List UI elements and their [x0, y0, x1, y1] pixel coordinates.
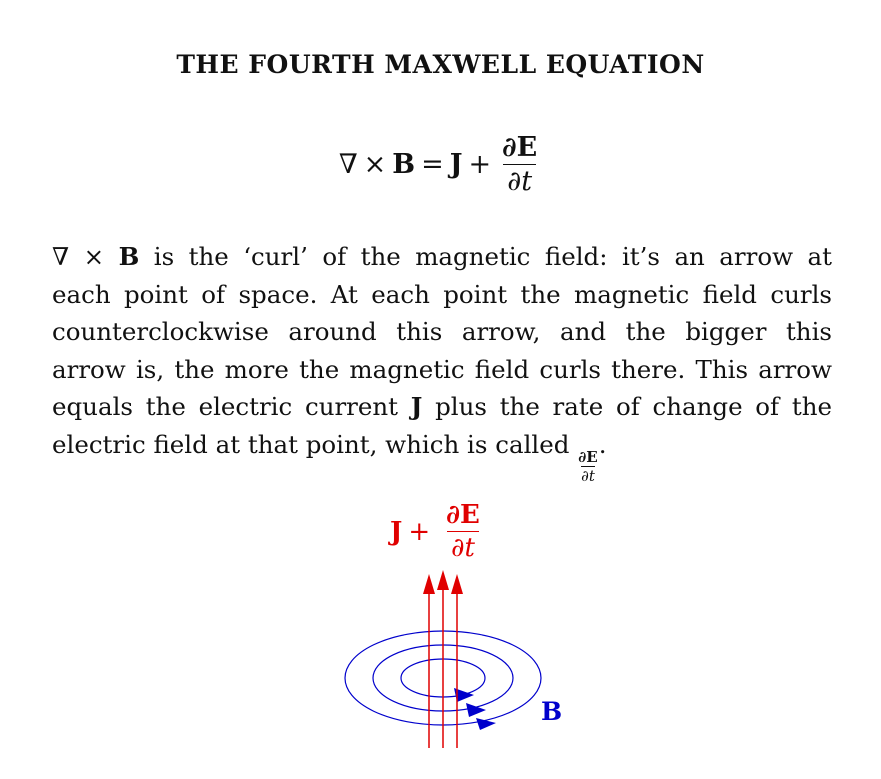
- times-symbol: ×: [363, 149, 387, 180]
- fraction-denominator: ∂t: [447, 531, 479, 563]
- explanation-paragraph: [52, 238, 832, 485]
- paragraph-text: electric field at that point, which is called: [52, 429, 570, 459]
- partial-derivative-fraction: [498, 132, 541, 197]
- paragraph-line-5: [52, 388, 832, 426]
- fraction-denominator: ∂t: [503, 164, 536, 197]
- partial-derivative-fraction: [442, 500, 484, 563]
- current-symbol: J: [410, 392, 423, 421]
- magnetic-field-symbol: B: [118, 242, 140, 271]
- page-title: THE FOURTH MAXWELL EQUATION: [176, 50, 705, 79]
- current-arrowhead-right: [451, 574, 463, 594]
- paragraph-line-2: each point of space. At each point the magnetic field curls: [52, 279, 832, 309]
- curl-symbol: ∇ ×: [52, 242, 105, 271]
- paragraph-text: equals the electric current: [52, 392, 399, 421]
- current-symbol: J: [449, 149, 463, 180]
- magnetic-field-label: B: [541, 697, 563, 726]
- paragraph-line-3: counterclockwise around this arrow, and the bigger this: [52, 317, 832, 346]
- paragraph-line-4: arrow is, the more the magnetic field curls there. This arrow: [52, 354, 832, 384]
- paragraph-text: plus the rate of change of the: [435, 392, 832, 421]
- plus-symbol: +: [408, 516, 431, 547]
- inline-fraction-numerator: ∂E: [578, 447, 598, 466]
- plus-symbol: +: [468, 149, 492, 180]
- current-symbol: J: [390, 516, 403, 547]
- magnetic-field-symbol: B: [392, 149, 416, 180]
- equals-symbol: =: [421, 149, 444, 180]
- current-arrowhead-center: [437, 570, 449, 590]
- fraction-numerator: ∂E: [502, 132, 538, 163]
- paragraph-line-1: [52, 238, 832, 276]
- nabla-symbol: ∇: [338, 149, 358, 180]
- paragraph-line-6: [52, 426, 832, 485]
- fraction-numerator: ∂E: [446, 500, 480, 530]
- period: .: [598, 429, 607, 459]
- maxwell-equation: [0, 132, 881, 197]
- inline-fraction: [578, 449, 597, 485]
- current-arrowhead-left: [423, 574, 435, 594]
- paragraph-text: is the ‘curl’ of the magnetic field: it’s an arrow at: [153, 242, 832, 271]
- current-label: [390, 500, 488, 563]
- inline-fraction-denominator: ∂t: [581, 466, 595, 485]
